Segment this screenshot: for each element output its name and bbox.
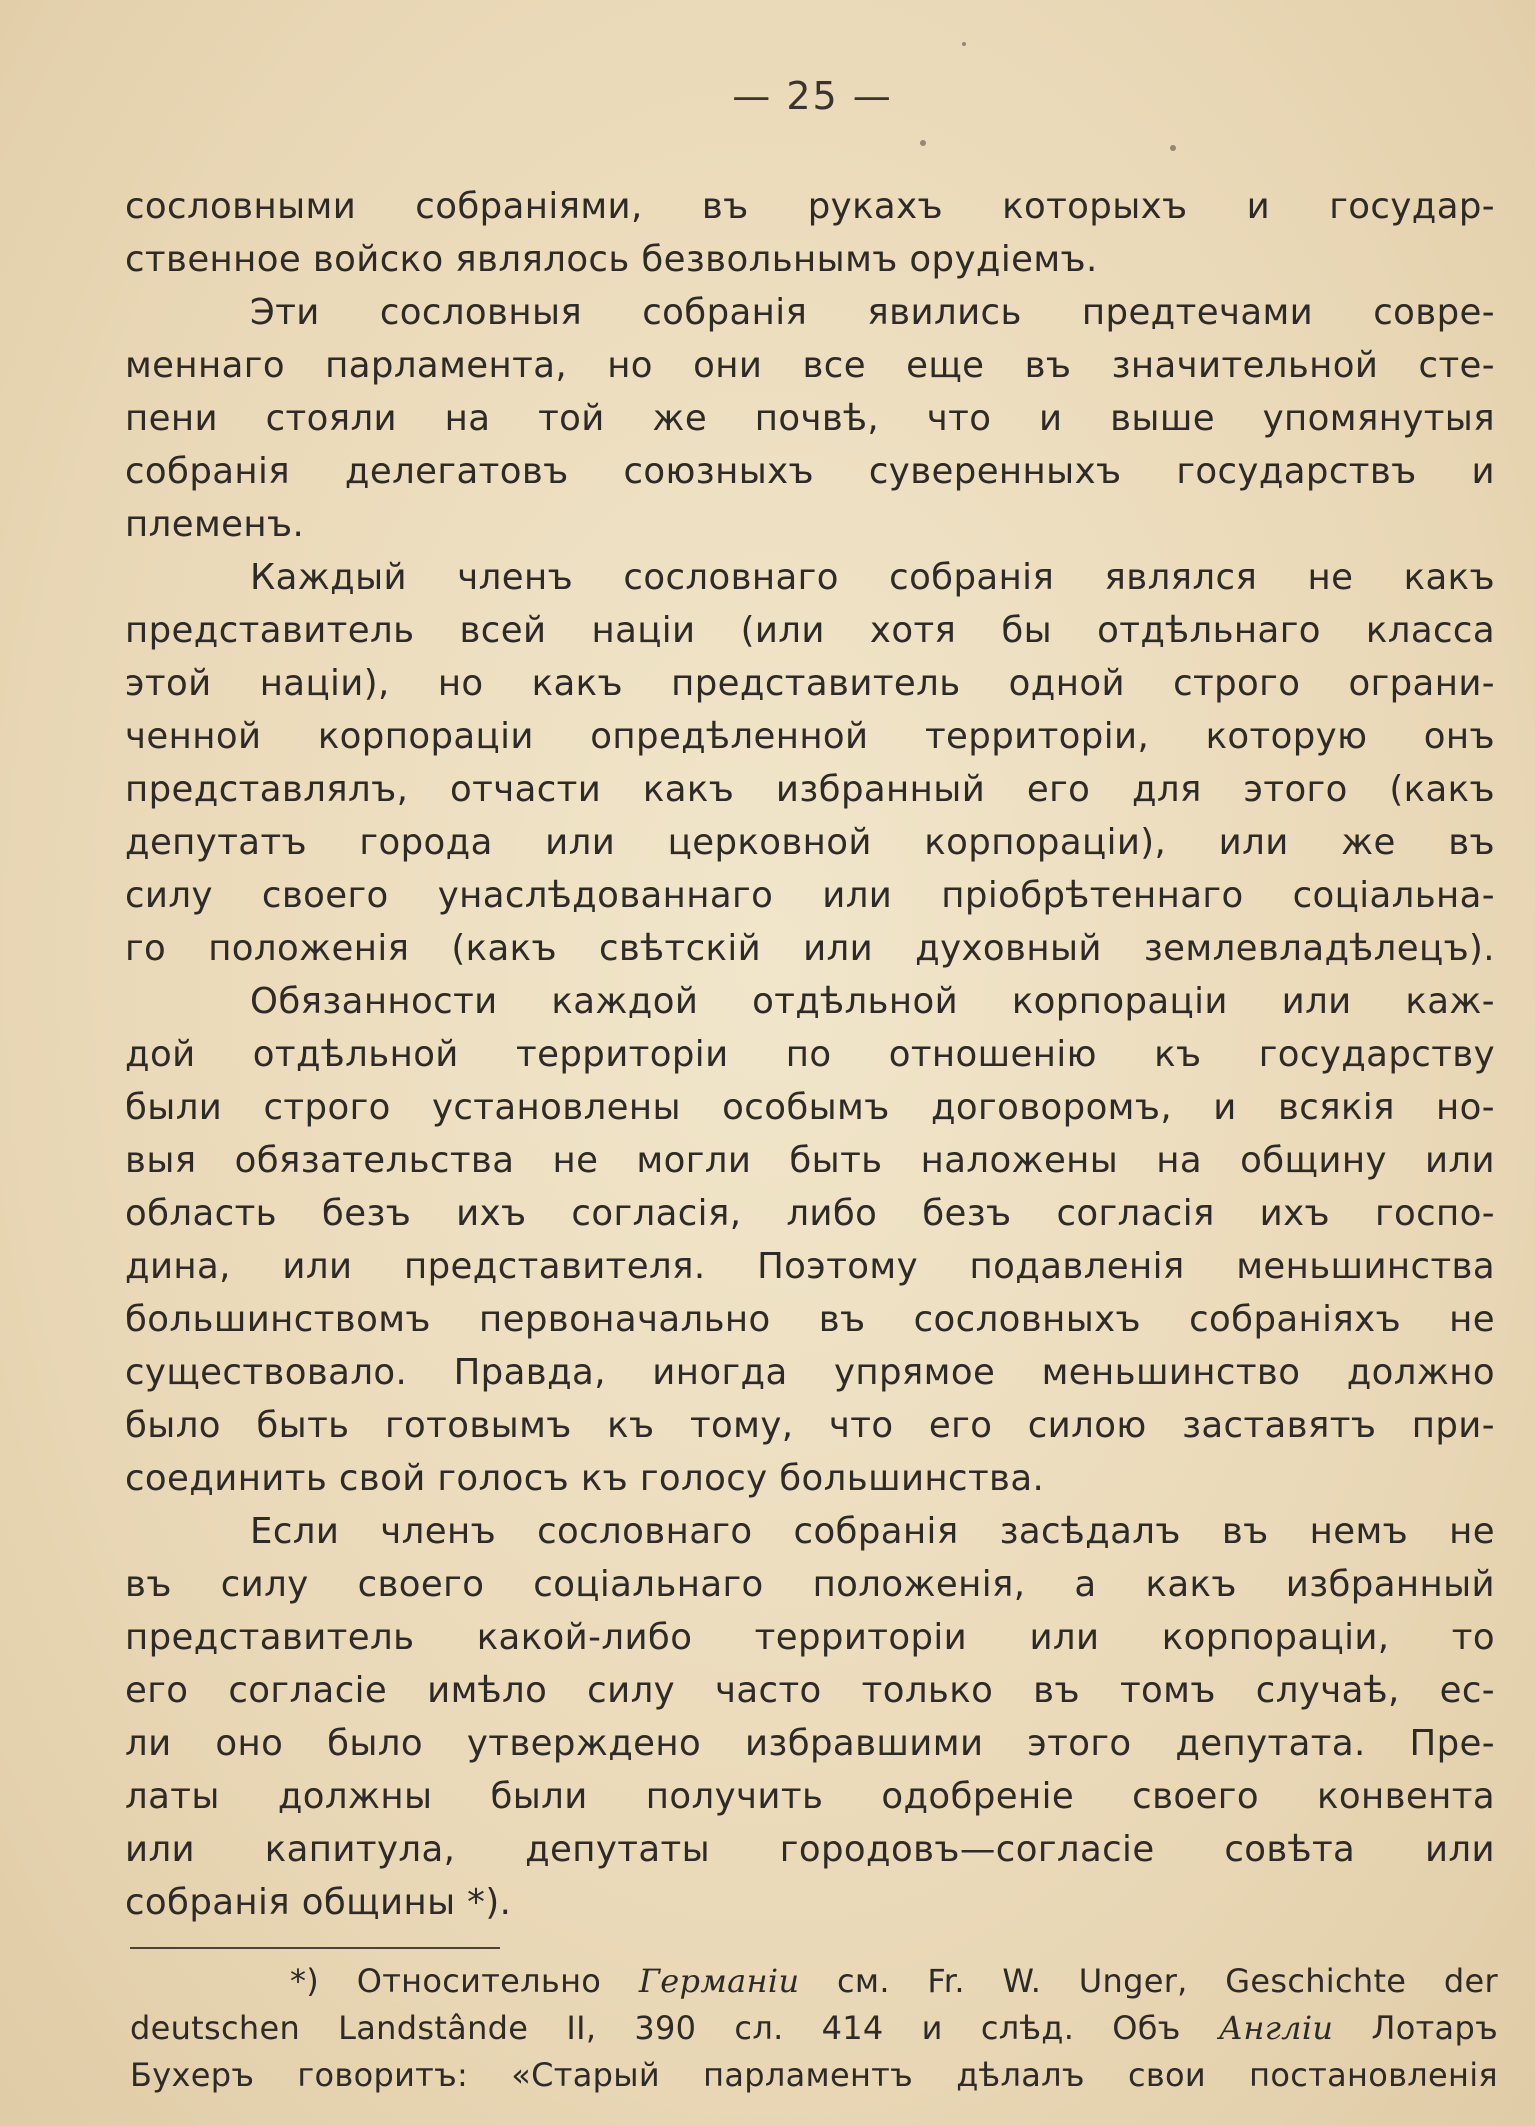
- text-line: депутатъ города или церковной корпораціи), или же въ: [125, 822, 1495, 863]
- text-line: въ силу своего соціальнаго положенія, а какъ избранный: [125, 1564, 1495, 1605]
- text-line: собранія общины *).: [125, 1882, 512, 1923]
- text-line: Обязанности каждой отдѣльной корпораціи или каж-: [250, 981, 1495, 1022]
- text-line: существовало. Правда, иногда упрямое меньшинство должно: [125, 1352, 1495, 1393]
- paper-speck: [1170, 145, 1176, 151]
- text-line: меннаго парламента, но они все еще въ значительной сте-: [125, 345, 1495, 386]
- text-line: было быть готовымъ къ тому, что его силою заставятъ при-: [125, 1405, 1495, 1446]
- footnote-line: [130, 1958, 1498, 2005]
- page-number: — 25 —: [732, 74, 893, 118]
- text-line: сословными собраніями, въ рукахъ которыхъ и государ-: [125, 186, 1495, 227]
- text-line: соединить свой голосъ къ голосу большинства.: [125, 1458, 1045, 1499]
- text-line: этой націи), но какъ представитель одной строго ограни-: [125, 663, 1495, 704]
- text-line: ли оно было утверждено избравшими этого депутата. Пре-: [125, 1723, 1495, 1764]
- paper-speck: [962, 42, 966, 46]
- text-line: представитель какой-либо территоріи или корпораціи, то: [125, 1617, 1495, 1658]
- text-line: ственное войско являлось безвольнымъ орудіемъ.: [125, 239, 1098, 280]
- footnote-line: [130, 2005, 1498, 2052]
- text-line: дина, или представителя. Поэтому подавленія меньшинства: [125, 1246, 1495, 1287]
- footnote: [130, 1958, 1498, 2099]
- footnote-italic-term: Англіи: [1218, 2009, 1334, 2047]
- footnote-text: deutschen Landstânde II, 390 сл. 414 и слѣд. Объ: [130, 2009, 1219, 2047]
- text-line: его согласіе имѣло силу часто только въ томъ случаѣ, ес-: [125, 1670, 1495, 1711]
- text-line: были строго установлены особымъ договоромъ, и всякія но-: [125, 1087, 1495, 1128]
- text-line: представитель всей націи (или хотя бы отдѣльнаго класса: [125, 610, 1495, 651]
- text-line: Эти сословныя собранія явились предтечами совре-: [250, 292, 1495, 333]
- text-line: Если членъ сословнаго собранія засѣдалъ въ немъ не: [250, 1511, 1495, 1552]
- text-line: силу своего унаслѣдованнаго или пріобрѣтеннаго соціальна-: [125, 875, 1495, 916]
- text-line: большинствомъ первоначально въ сословныхъ собраніяхъ не: [125, 1299, 1495, 1340]
- text-line: племенъ.: [125, 504, 305, 545]
- paper-speck: [920, 140, 926, 146]
- text-line: дой отдѣльной территоріи по отношенію къ государству: [125, 1034, 1495, 1075]
- footnote-text: *) Относительно: [290, 1962, 639, 2000]
- text-line: пени стояли на той же почвѣ, что и выше упомянутыя: [125, 398, 1495, 439]
- footnote-italic-term: Германіи: [638, 1962, 800, 2000]
- footnote-divider: [130, 1947, 500, 1949]
- text-line: латы должны были получить одобреніе своего конвента: [125, 1776, 1495, 1817]
- text-line: ченной корпораціи опредѣленной территоріи, которую онъ: [125, 716, 1495, 757]
- footnote-line: Бухеръ говоритъ: «Старый парламентъ дѣлалъ свои постановленія: [130, 2056, 1498, 2094]
- text-line: область безъ ихъ согласія, либо безъ согласія ихъ госпо-: [125, 1193, 1495, 1234]
- footnote-text: см. Fr. W. Unger, Geschichte der: [799, 1962, 1498, 2000]
- text-line: Каждый членъ сословнаго собранія являлся не какъ: [250, 557, 1495, 598]
- text-line: собранія делегатовъ союзныхъ суверенныхъ государствъ и: [125, 451, 1495, 492]
- main-text: [125, 180, 1495, 1929]
- text-line: го положенія (какъ свѣтскій или духовный землевладѣлецъ).: [125, 928, 1495, 969]
- footnote-text: Лотаръ: [1333, 2009, 1498, 2047]
- text-line: выя обязательства не могли быть наложены на общину или: [125, 1140, 1495, 1181]
- text-line: или капитула, депутаты городовъ—согласіе совѣта или: [125, 1829, 1495, 1870]
- text-line: представлялъ, отчасти какъ избранный его для этого (какъ: [125, 769, 1495, 810]
